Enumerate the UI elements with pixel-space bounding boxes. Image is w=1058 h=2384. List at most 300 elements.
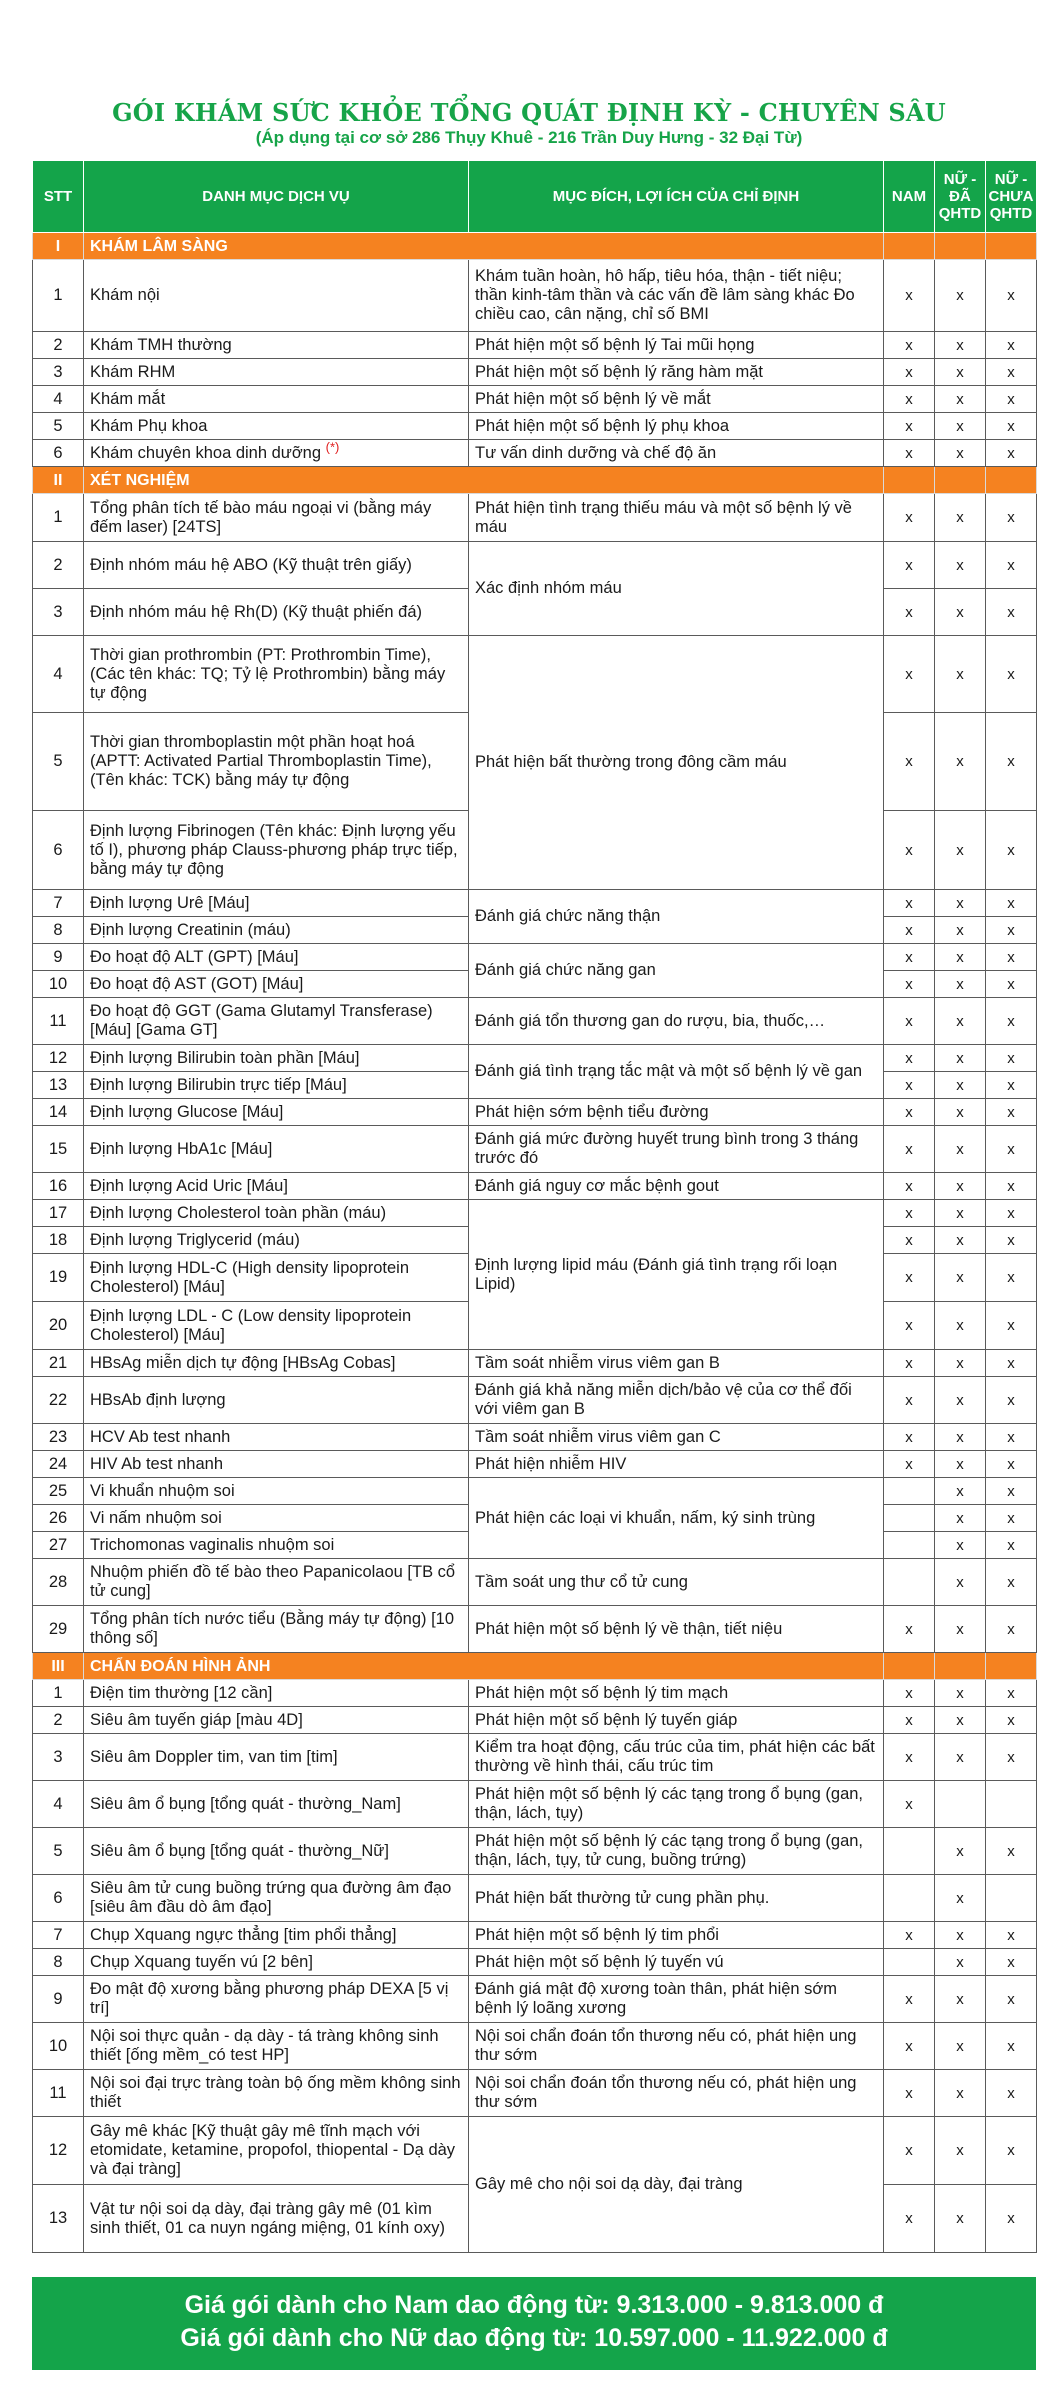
row-mark-female-married: x [935, 1072, 986, 1099]
row-mark-female-single: x [986, 1099, 1037, 1126]
service-name-text: Chụp Xquang tuyến vú [2 bên] [90, 1952, 313, 1971]
row-purpose: Đánh giá khả năng miễn dịch/bảo vệ của cơ thể đối với viêm gan B [469, 1377, 884, 1424]
note-marker: (*) [325, 439, 340, 454]
row-mark-female-single: x [986, 1949, 1037, 1976]
row-mark-female-married: x [935, 998, 986, 1045]
row-mark-female-single: x [986, 2070, 1037, 2117]
row-mark-female-single: x [986, 2185, 1037, 2253]
row-stt: 6 [33, 811, 84, 890]
row-stt: 15 [33, 1126, 84, 1173]
service-name-text: Vật tư nội soi dạ dày, đại tràng gây mê (01 kìm sinh thiết, 01 ca nuyn ngáng miệng, 01 kính oxy) [90, 2199, 445, 2237]
table-header-row [33, 161, 1037, 233]
row-mark-female-single: x [986, 260, 1037, 332]
row-mark-female-married: x [935, 636, 986, 713]
row-mark-female-single: x [986, 1072, 1037, 1099]
row-mark-female-single: x [986, 1045, 1037, 1072]
row-stt: 29 [33, 1606, 84, 1653]
row-service-name [84, 890, 469, 917]
row-mark-female-married: x [935, 1532, 986, 1559]
service-name-text: Định lượng Urê [Máu] [90, 893, 250, 912]
row-mark-male: x [884, 636, 935, 713]
row-mark-female-single: x [986, 917, 1037, 944]
row-mark-female-married: x [935, 1126, 986, 1173]
table-row [33, 1976, 1037, 2023]
row-mark-female-single: x [986, 359, 1037, 386]
row-stt: 5 [33, 413, 84, 440]
service-name-text: Siêu âm tử cung buồng trứng qua đường âm đạo [siêu âm đầu dò âm đạo] [90, 1879, 452, 1916]
row-mark-female-single: x [986, 332, 1037, 359]
table-row [33, 636, 1037, 713]
service-name-text: Nội soi thực quản - dạ dày - tá tràng không sinh thiết [ống mềm_có test HP] [90, 2027, 439, 2064]
row-stt: 2 [33, 542, 84, 589]
row-mark-female-married: x [935, 1606, 986, 1653]
row-stt: 9 [33, 1976, 84, 2023]
service-name-text: Nội soi đại trực tràng toàn bộ ống mềm không sinh thiết [90, 2074, 461, 2111]
row-service-name [84, 1559, 469, 1606]
row-purpose: Phát hiện bất thường tử cung phần phụ. [469, 1875, 884, 1922]
row-purpose: Phát hiện một số bệnh lý các tạng trong ổ bụng (gan, thận, lách, tụy, tử cung, buồng trứng) [469, 1828, 884, 1875]
row-mark-male: x [884, 1424, 935, 1451]
row-stt: 11 [33, 2070, 84, 2117]
service-name-text: Khám mắt [90, 389, 166, 408]
section-empty-cell [986, 233, 1037, 260]
col-header-service: DANH MỤC DỊCH VỤ [84, 161, 469, 233]
row-mark-female-married: x [935, 359, 986, 386]
section-empty-cell [935, 467, 986, 494]
row-mark-female-married: x [935, 1976, 986, 2023]
row-mark-male: x [884, 1680, 935, 1707]
row-purpose: Kiểm tra hoạt động, cấu trúc của tim, phát hiện các bất thường về hình thái, cấu trúc tim [469, 1734, 884, 1781]
service-name-text: HCV Ab test nhanh [90, 1427, 231, 1446]
service-name-text: Gây mê khác [Kỹ thuật gây mê tĩnh mạch với etomidate, ketamine, propofol, thiopental - Dạ dày và đại tràng] [90, 2122, 456, 2178]
row-purpose: Phát hiện một số bệnh lý tim phổi [469, 1922, 884, 1949]
row-mark-female-married: x [935, 542, 986, 589]
table-row [33, 1200, 1037, 1227]
row-mark-female-married: x [935, 1734, 986, 1781]
row-purpose: Nội soi chẩn đoán tổn thương nếu có, phát hiện ung thư sớm [469, 2023, 884, 2070]
service-name-text: Định lượng Triglycerid (máu) [90, 1230, 300, 1249]
table-row [33, 1377, 1037, 1424]
row-mark-female-single: x [986, 494, 1037, 542]
row-mark-female-single: x [986, 1377, 1037, 1424]
row-mark-female-single: x [986, 1505, 1037, 1532]
table-row [33, 1606, 1037, 1653]
row-service-name [84, 1922, 469, 1949]
row-stt: 4 [33, 1781, 84, 1828]
row-mark-male: x [884, 1734, 935, 1781]
row-mark-female-single: x [986, 1606, 1037, 1653]
service-name-text: Khám chuyên khoa dinh dưỡng [90, 443, 322, 462]
service-name-text: Định lượng Acid Uric [Máu] [90, 1176, 288, 1195]
price-footer [32, 2277, 1036, 2370]
row-mark-female-single: x [986, 1707, 1037, 1734]
row-mark-female-married: x [935, 1949, 986, 1976]
row-stt: 16 [33, 1173, 84, 1200]
table-row [33, 260, 1037, 332]
row-service-name [84, 440, 469, 467]
col-header-stt: STT [33, 161, 84, 233]
row-mark-female-married: x [935, 1478, 986, 1505]
table-body [33, 233, 1037, 2253]
row-purpose: Tư vấn dinh dưỡng và chế độ ăn [469, 440, 884, 467]
row-mark-male: x [884, 2023, 935, 2070]
row-mark-female-single: x [986, 1350, 1037, 1377]
service-name-text: Khám RHM [90, 362, 176, 381]
row-mark-male: x [884, 1377, 935, 1424]
row-mark-female-single: x [986, 1126, 1037, 1173]
row-mark-male: x [884, 2117, 935, 2185]
row-mark-male: x [884, 2070, 935, 2117]
table-row [33, 1559, 1037, 1606]
service-name-text: HIV Ab test nhanh [90, 1454, 224, 1473]
table-row [33, 1922, 1037, 1949]
table-row [33, 1949, 1037, 1976]
row-mark-male [884, 1478, 935, 1505]
row-mark-female-single: x [986, 811, 1037, 890]
table-row [33, 494, 1037, 542]
section-empty-cell [935, 1653, 986, 1680]
service-name-text: Định lượng HDL-C (High density lipoprotein Cholesterol) [Máu] [90, 1258, 410, 1296]
row-mark-female-single: x [986, 1532, 1037, 1559]
row-purpose: Phát hiện một số bệnh lý về mắt [469, 386, 884, 413]
service-name-text: Định lượng Glucose [Máu] [90, 1102, 284, 1121]
row-purpose: Đánh giá tổn thương gan do rượu, bia, thuốc,… [469, 998, 884, 1045]
table-row [33, 2117, 1037, 2185]
row-stt: 24 [33, 1451, 84, 1478]
section-title: CHẨN ĐOÁN HÌNH ẢNH [84, 1653, 884, 1680]
service-name-text: Đo hoạt độ ALT (GPT) [Máu] [90, 947, 299, 966]
row-stt: 3 [33, 589, 84, 636]
table-row [33, 1045, 1037, 1072]
row-mark-male [884, 1875, 935, 1922]
row-stt: 22 [33, 1377, 84, 1424]
row-service-name [84, 542, 469, 589]
row-stt: 10 [33, 971, 84, 998]
row-service-name [84, 1045, 469, 1072]
row-service-name [84, 359, 469, 386]
section-empty-cell [986, 1653, 1037, 1680]
service-name-text: Khám nội [90, 286, 160, 304]
row-purpose: Phát hiện một số bệnh lý tuyến giáp [469, 1707, 884, 1734]
row-service-name [84, 1099, 469, 1126]
row-mark-female-married: x [935, 2070, 986, 2117]
row-mark-female-single: x [986, 1680, 1037, 1707]
row-stt: 5 [33, 713, 84, 811]
row-stt: 5 [33, 1828, 84, 1875]
section-number: II [33, 467, 84, 494]
row-mark-female-married: x [935, 1173, 986, 1200]
row-service-name [84, 1377, 469, 1424]
row-stt: 13 [33, 2185, 84, 2253]
row-mark-female-single [986, 1781, 1037, 1828]
row-mark-male [884, 1828, 935, 1875]
row-stt: 25 [33, 1478, 84, 1505]
row-stt: 14 [33, 1099, 84, 1126]
row-mark-female-married: x [935, 1254, 986, 1302]
row-mark-male [884, 1505, 935, 1532]
row-mark-male: x [884, 1976, 935, 2023]
col-header-female-single: NỮ - CHƯA QHTD [986, 161, 1037, 233]
row-mark-female-married: x [935, 2117, 986, 2185]
row-stt: 6 [33, 440, 84, 467]
row-mark-male: x [884, 944, 935, 971]
row-mark-female-single: x [986, 1451, 1037, 1478]
row-purpose: Định lượng lipid máu (Đánh giá tình trạng rối loạn Lipid) [469, 1200, 884, 1350]
row-mark-female-single: x [986, 440, 1037, 467]
row-stt: 27 [33, 1532, 84, 1559]
row-mark-female-single: x [986, 1922, 1037, 1949]
section-empty-cell [986, 467, 1037, 494]
row-stt: 19 [33, 1254, 84, 1302]
row-mark-male: x [884, 542, 935, 589]
table-row [33, 998, 1037, 1045]
row-purpose: Phát hiện một số bệnh lý tim mạch [469, 1680, 884, 1707]
row-purpose: Xác định nhóm máu [469, 542, 884, 636]
service-name-text: Siêu âm Doppler tim, van tim [tim] [90, 1747, 338, 1766]
row-service-name [84, 1828, 469, 1875]
row-mark-female-married: x [935, 2185, 986, 2253]
row-mark-female-married: x [935, 944, 986, 971]
table-row [33, 1350, 1037, 1377]
row-stt: 28 [33, 1559, 84, 1606]
service-name-text: Siêu âm ổ bụng [tổng quát - thường_Nữ] [90, 1841, 389, 1860]
row-stt: 8 [33, 917, 84, 944]
row-stt: 9 [33, 944, 84, 971]
row-purpose: Đánh giá chức năng thận [469, 890, 884, 944]
row-service-name [84, 1126, 469, 1173]
row-mark-male: x [884, 917, 935, 944]
service-table [32, 160, 1037, 2253]
row-mark-female-single: x [986, 636, 1037, 713]
row-service-name [84, 2185, 469, 2253]
price-female: Giá gói dành cho Nữ dao động từ: 10.597.000 - 11.922.000 đ [180, 2324, 888, 2352]
service-name-text: Thời gian thromboplastin một phần hoạt hoá (APTT: Activated Partial Thromboplastin Time), (Tên khác: TCK) bằng máy tự động [90, 733, 432, 789]
row-mark-male: x [884, 971, 935, 998]
row-mark-male [884, 1949, 935, 1976]
row-mark-male: x [884, 2185, 935, 2253]
row-purpose: Tầm soát ung thư cổ tử cung [469, 1559, 884, 1606]
row-stt: 23 [33, 1424, 84, 1451]
row-service-name [84, 1350, 469, 1377]
row-mark-male: x [884, 811, 935, 890]
table-row [33, 413, 1037, 440]
row-purpose: Phát hiện một số bệnh lý phụ khoa [469, 413, 884, 440]
row-service-name [84, 413, 469, 440]
service-name-text: Định lượng LDL - C (Low density lipoprotein Cholesterol) [Máu] [90, 1306, 412, 1344]
table-row [33, 359, 1037, 386]
row-mark-male: x [884, 260, 935, 332]
row-mark-female-married: x [935, 1200, 986, 1227]
row-mark-male: x [884, 1099, 935, 1126]
row-purpose: Đánh giá mật độ xương toàn thân, phát hiện sớm bệnh lý loãng xương [469, 1976, 884, 2023]
row-mark-female-married: x [935, 713, 986, 811]
row-service-name [84, 332, 469, 359]
service-name-text: HBsAg miễn dịch tự động [HBsAg Cobas] [90, 1353, 396, 1372]
service-name-text: Định nhóm máu hệ ABO (Kỹ thuật trên giấy) [90, 555, 412, 574]
row-service-name [84, 494, 469, 542]
row-mark-female-single: x [986, 1173, 1037, 1200]
row-stt: 2 [33, 332, 84, 359]
row-mark-female-married: x [935, 1828, 986, 1875]
row-service-name [84, 944, 469, 971]
row-mark-female-married: x [935, 971, 986, 998]
row-stt: 21 [33, 1350, 84, 1377]
row-mark-female-married: x [935, 890, 986, 917]
row-mark-female-single: x [986, 998, 1037, 1045]
row-stt: 12 [33, 2117, 84, 2185]
service-name-text: Vi nấm nhuộm soi [90, 1508, 222, 1527]
row-service-name [84, 971, 469, 998]
row-service-name [84, 1875, 469, 1922]
row-purpose: Phát hiện nhiễm HIV [469, 1451, 884, 1478]
table-row [33, 1875, 1037, 1922]
row-mark-female-single: x [986, 1559, 1037, 1606]
row-purpose: Tầm soát nhiễm virus viêm gan C [469, 1424, 884, 1451]
row-stt: 12 [33, 1045, 84, 1072]
row-mark-male: x [884, 1781, 935, 1828]
row-mark-female-married: x [935, 413, 986, 440]
service-name-text: Thời gian prothrombin (PT: Prothrombin Time), (Các tên khác: TQ; Tỷ lệ Prothrombin) bằng máy tự động [90, 645, 446, 702]
service-name-text: Định lượng HbA1c [Máu] [90, 1139, 273, 1158]
service-name-text: Nhuộm phiến đồ tế bào theo Papanicolaou [TB cổ tử cung] [90, 1563, 456, 1600]
row-mark-female-single: x [986, 1254, 1037, 1302]
row-stt: 13 [33, 1072, 84, 1099]
row-mark-female-single: x [986, 1302, 1037, 1350]
row-mark-female-married: x [935, 1451, 986, 1478]
service-name-text: Tổng phân tích nước tiểu (Bằng máy tự động) [10 thông số] [90, 1610, 455, 1647]
service-name-text: Đo mật độ xương bằng phương pháp DEXA [5 vị trí] [90, 1980, 449, 2017]
row-mark-female-single: x [986, 1200, 1037, 1227]
service-name-text: Vi khuẩn nhuộm soi [90, 1481, 235, 1500]
row-stt: 10 [33, 2023, 84, 2070]
row-stt: 1 [33, 1680, 84, 1707]
page-title: GÓI KHÁM SỨC KHỎE TỔNG QUÁT ĐỊNH KỲ - CHUYÊN SÂU [112, 98, 946, 127]
service-name-text: Siêu âm tuyến giáp [màu 4D] [90, 1710, 303, 1729]
table-row [33, 1828, 1037, 1875]
table-row [33, 542, 1037, 589]
row-mark-female-married: x [935, 494, 986, 542]
row-service-name [84, 1606, 469, 1653]
row-purpose: Đánh giá nguy cơ mắc bệnh gout [469, 1173, 884, 1200]
row-purpose: Phát hiện một số bệnh lý Tai mũi họng [469, 332, 884, 359]
table-row [33, 1451, 1037, 1478]
row-service-name [84, 386, 469, 413]
row-mark-female-single [986, 1875, 1037, 1922]
row-service-name [84, 1532, 469, 1559]
row-service-name [84, 713, 469, 811]
row-service-name [84, 1707, 469, 1734]
section-empty-cell [935, 233, 986, 260]
service-name-text: Điện tim thường [12 cần] [90, 1683, 273, 1702]
row-stt: 1 [33, 260, 84, 332]
row-purpose: Phát hiện bất thường trong đông cầm máu [469, 636, 884, 890]
section-header-row [33, 233, 1037, 260]
row-purpose: Phát hiện một số bệnh lý tuyến vú [469, 1949, 884, 1976]
row-mark-female-married: x [935, 1045, 986, 1072]
row-mark-male: x [884, 1200, 935, 1227]
row-mark-female-married: x [935, 2023, 986, 2070]
row-mark-female-married: x [935, 589, 986, 636]
row-service-name [84, 589, 469, 636]
row-mark-male: x [884, 1227, 935, 1254]
service-name-text: Khám TMH thường [90, 335, 232, 354]
row-mark-female-single: x [986, 1478, 1037, 1505]
section-empty-cell [884, 233, 935, 260]
service-name-text: Tổng phân tích tế bào máu ngoại vi (bằng máy đếm laser) [24TS] [90, 498, 432, 536]
col-header-purpose: MỤC ĐÍCH, LỢI ÍCH CỦA CHỈ ĐỊNH [469, 161, 884, 233]
row-stt: 26 [33, 1505, 84, 1532]
row-purpose: Khám tuần hoàn, hô hấp, tiêu hóa, thận - tiết niệu; thần kinh-tâm thần và các vấn đề lâm sàng khác Đo chiều cao, cân nặng, chỉ số BMI [469, 260, 884, 332]
row-mark-female-single: x [986, 413, 1037, 440]
row-mark-male: x [884, 1045, 935, 1072]
row-service-name [84, 1424, 469, 1451]
section-empty-cell [884, 1653, 935, 1680]
table-row [33, 386, 1037, 413]
row-service-name [84, 1451, 469, 1478]
row-mark-female-single: x [986, 1424, 1037, 1451]
table-row [33, 2023, 1037, 2070]
row-purpose: Đánh giá mức đường huyết trung bình trong 3 tháng trước đó [469, 1126, 884, 1173]
row-stt: 17 [33, 1200, 84, 1227]
row-mark-female-married: x [935, 1875, 986, 1922]
row-purpose: Phát hiện một số bệnh lý răng hàm mặt [469, 359, 884, 386]
row-mark-male: x [884, 1707, 935, 1734]
row-mark-male: x [884, 713, 935, 811]
table-row [33, 1424, 1037, 1451]
row-purpose: Phát hiện các loại vi khuẩn, nấm, ký sinh trùng [469, 1478, 884, 1559]
table-row [33, 1173, 1037, 1200]
row-mark-female-married: x [935, 440, 986, 467]
row-mark-female-single: x [986, 1227, 1037, 1254]
section-header-row [33, 467, 1037, 494]
row-mark-male: x [884, 890, 935, 917]
section-title: KHÁM LÂM SÀNG [84, 233, 884, 260]
row-mark-male: x [884, 1606, 935, 1653]
row-service-name [84, 1200, 469, 1227]
row-service-name [84, 1478, 469, 1505]
row-mark-male: x [884, 1126, 935, 1173]
row-stt: 11 [33, 998, 84, 1045]
row-service-name [84, 998, 469, 1045]
service-name-text: Trichomonas vaginalis nhuộm soi [90, 1535, 335, 1554]
row-purpose: Tầm soát nhiễm virus viêm gan B [469, 1350, 884, 1377]
row-service-name [84, 636, 469, 713]
section-number: III [33, 1653, 84, 1680]
table-row [33, 440, 1037, 467]
page-subtitle: (Áp dụng tại cơ sở 286 Thụy Khuê - 216 Trần Duy Hưng - 32 Đại Từ) [255, 128, 803, 147]
row-mark-female-single: x [986, 971, 1037, 998]
row-mark-female-single: x [986, 2023, 1037, 2070]
service-name-text: Đo hoạt độ AST (GOT) [Máu] [90, 974, 304, 993]
row-service-name [84, 917, 469, 944]
row-purpose: Phát hiện tình trạng thiếu máu và một số bệnh lý về máu [469, 494, 884, 542]
row-mark-female-married: x [935, 1680, 986, 1707]
row-stt: 2 [33, 1707, 84, 1734]
row-mark-female-married: x [935, 1227, 986, 1254]
row-stt: 3 [33, 1734, 84, 1781]
row-mark-female-single: x [986, 1734, 1037, 1781]
row-mark-male: x [884, 440, 935, 467]
row-mark-female-single: x [986, 944, 1037, 971]
row-service-name [84, 2070, 469, 2117]
row-mark-female-married: x [935, 1424, 986, 1451]
row-mark-female-married: x [935, 1377, 986, 1424]
service-name-text: Chụp Xquang ngực thẳng [tim phổi thẳng] [90, 1925, 397, 1944]
row-mark-male: x [884, 1350, 935, 1377]
row-mark-female-single: x [986, 1828, 1037, 1875]
service-name-text: Siêu âm ổ bụng [tổng quát - thường_Nam] [90, 1794, 401, 1813]
row-mark-female-single: x [986, 542, 1037, 589]
